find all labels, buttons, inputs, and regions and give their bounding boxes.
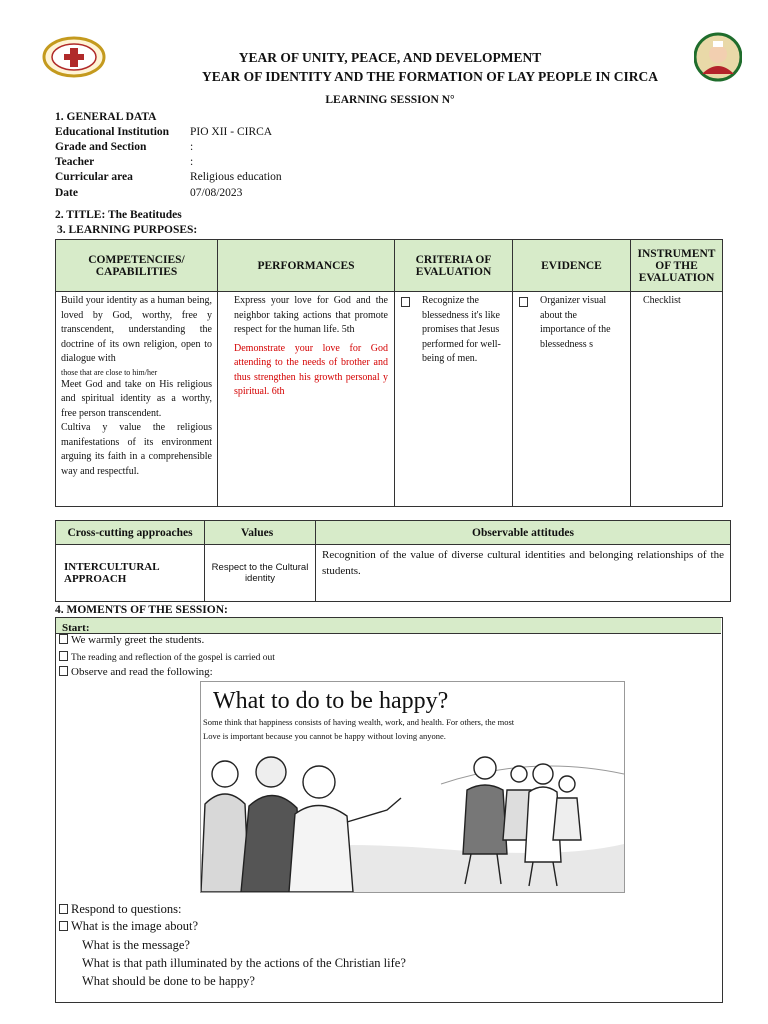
- header-line-1: YEAR OF UNITY, PEACE, AND DEVELOPMENT: [238, 50, 542, 65]
- school-logo-left: [42, 36, 106, 78]
- session-title: LEARNING SESSION N°: [325, 94, 455, 106]
- performances-cell: [218, 292, 395, 507]
- evidence-cell: [513, 292, 631, 507]
- th-criteria: CRITERIA OF EVALUATION: [395, 240, 513, 292]
- competency-2: Meet God and take on His religious and spiritual identity as a worthy, free person transcendent.: [61, 378, 212, 419]
- moment-item-3: Observe and read the following:: [59, 666, 213, 678]
- gd-label-institution: Educational Institution: [55, 126, 170, 138]
- checkbox-icon: [519, 297, 528, 307]
- learning-purposes-heading: 3. LEARNING PURPOSES:: [57, 224, 198, 236]
- cross-cutting-table: [55, 520, 731, 602]
- moment-item-2: The reading and reflection of the gospel is carried out: [59, 651, 275, 663]
- gd-value-teacher: :: [190, 156, 194, 168]
- moment-item-1: We warmly greet the students.: [59, 634, 204, 646]
- gd-value-grade: :: [190, 141, 194, 153]
- instrument-cell: [631, 292, 723, 507]
- th-approaches: Cross-cutting approaches: [56, 521, 205, 545]
- respond-line: Respond to questions:: [59, 902, 181, 917]
- evidence-text: Organizer visual about the importance of the blessedness s: [540, 295, 611, 350]
- gd-label-teacher: Teacher: [55, 156, 95, 168]
- value-cell: [205, 545, 316, 602]
- competency-3: Cultiva y value the religious manifestations of its environment arguing its faith in a comprehensible way and respectful.: [61, 422, 212, 477]
- competency-1-note: those that are close to him/her: [61, 367, 158, 377]
- illustration-text-2: Love is important because you cannot be happy without loving anyone.: [203, 731, 446, 741]
- session-title-line: 2. TITLE: The Beatitudes: [55, 209, 182, 221]
- general-data-heading: 1. GENERAL DATA: [55, 111, 157, 123]
- question-4: What should be done to be happy?: [82, 974, 255, 988]
- start-label: Start:: [62, 622, 90, 634]
- learning-purposes-table: [55, 239, 723, 507]
- th-attitudes: Observable attitudes: [316, 521, 731, 545]
- checkbox-icon: [59, 666, 68, 676]
- checkbox-icon: [401, 297, 410, 307]
- approach-cell: [56, 545, 205, 602]
- illustration-text-1: Some think that happiness consists of having wealth, work, and health. For others, the most: [203, 717, 515, 727]
- th-performances: PERFORMANCES: [218, 240, 395, 292]
- performance-2: Demonstrate your love for God attending to the needs of brother and thus strengthen his growth personal y spiritual. 6th: [234, 342, 388, 397]
- performance-1: Express your love for God and the neighbor taking actions that promote respect for the human life. 5th: [234, 295, 388, 335]
- checkbox-icon: [59, 921, 68, 931]
- value-text: Respect to the Cultural identity: [211, 562, 309, 584]
- competencies-cell: [56, 292, 218, 507]
- moments-heading: 4. MOMENTS OF THE SESSION:: [55, 604, 228, 616]
- attitude-cell: [316, 545, 731, 602]
- illustration-title: What to do to be happy?: [213, 688, 449, 714]
- checkbox-icon: [59, 634, 68, 644]
- instrument-text: Checklist: [643, 295, 681, 306]
- attitude-text: Recognition of the value of diverse cultural identities and belonging relationships of the students.: [322, 549, 724, 577]
- gd-value-institution: PIO XII - CIRCA: [190, 126, 273, 138]
- criteria-cell: [395, 292, 513, 507]
- gd-label-area: Curricular area: [55, 171, 133, 183]
- checkbox-icon: [59, 904, 68, 914]
- checkbox-icon: [59, 651, 68, 661]
- th-competencies: COMPETENCIES/ CAPABILITIES: [56, 240, 218, 292]
- start-bar: [56, 618, 721, 634]
- gd-value-area: Religious education: [190, 171, 282, 183]
- jesus-disciples-drawing: [201, 744, 624, 892]
- beatitudes-illustration: [200, 681, 625, 893]
- question-3: What is that path illuminated by the actions of the Christian life?: [82, 956, 406, 970]
- question-2: What is the message?: [82, 938, 190, 952]
- question-1: What is the image about?: [59, 919, 198, 934]
- competency-1: Build your identity as a human being, loved by God, worthy, free y transcendent, understanding the doctrine of its own religion, open to dialogue with: [61, 295, 212, 364]
- gd-value-date: 07/08/2023: [190, 187, 243, 199]
- th-values: Values: [205, 521, 316, 545]
- th-evidence: EVIDENCE: [513, 240, 631, 292]
- school-logo-right: [694, 32, 742, 82]
- gd-label-date: Date: [55, 187, 78, 199]
- approach-text: INTERCULTURAL APPROACH: [64, 561, 159, 585]
- criteria-text: Recognize the blessedness it's like promises that Jesus performed for well-being of men.: [422, 295, 501, 364]
- th-instrument: INSTRUMENT OF THE EVALUATION: [631, 240, 723, 292]
- header-line-2: YEAR OF IDENTITY AND THE FORMATION OF LAY PEOPLE IN CIRCA: [201, 69, 659, 84]
- gd-label-grade: Grade and Section: [55, 141, 147, 153]
